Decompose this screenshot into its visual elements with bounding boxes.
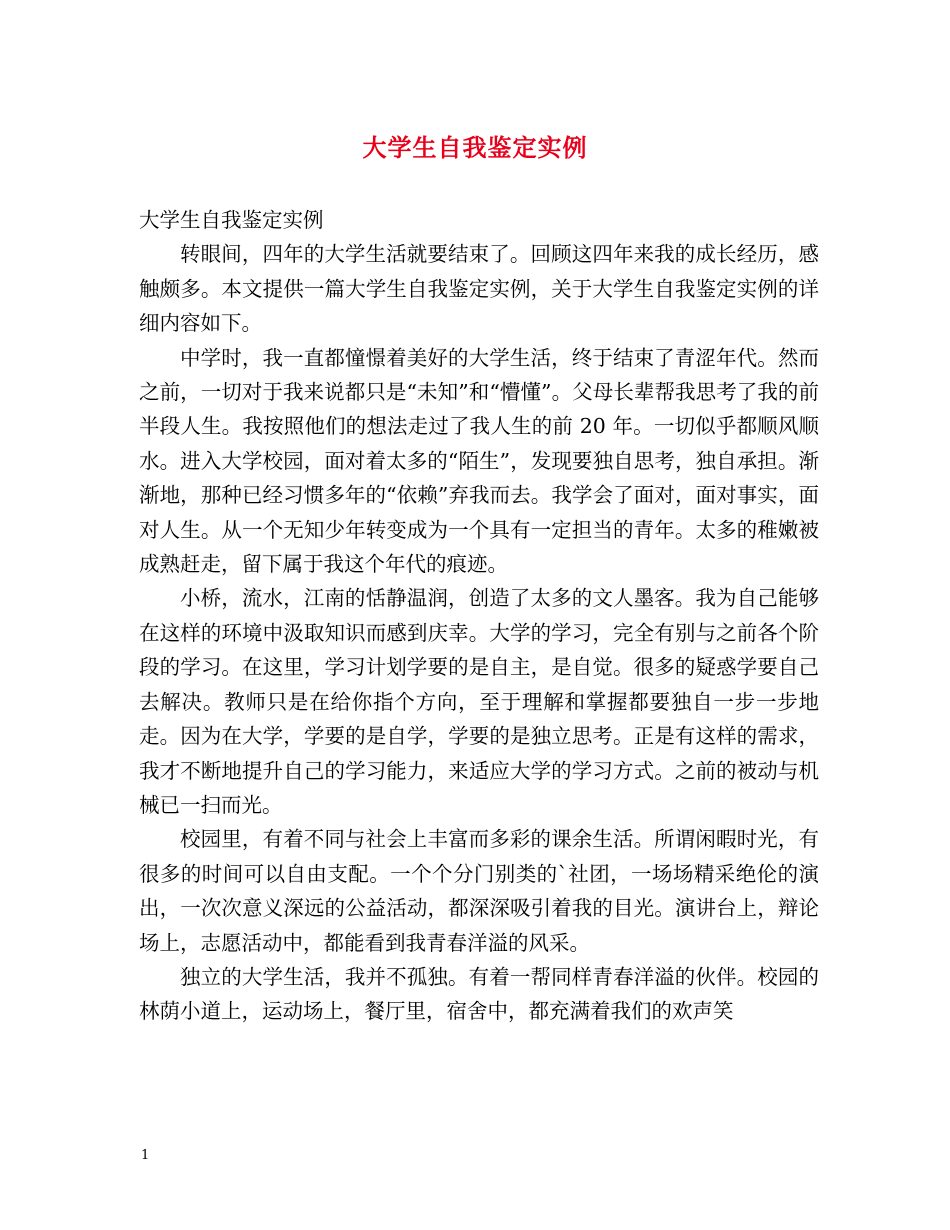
paragraph-3: 小桥，流水，江南的恬静温润，创造了太多的文人墨客。我为自己能够在这样的环境中汲取知识而感到庆幸。大学的学习，完全有别与之前各个阶段的学习。在这里，学习计划学要的是自主，是自觉。很多的疑惑学要自己去解决。教师只是在给你指个方向，至于理解和掌握都要独自一步一步地走。因为在大学，学要的是自学，学要的是独立思考。正是有这样的需求，我才不断地提升自己的学习能力，来适应大学的学习方式。之前的被动与机械已一扫而光。 [139,586,819,817]
paragraph-2: 中学时，我一直都憧憬着美好的大学生活，终于结束了青涩年代。然而之前，一切对于我来说都只是“未知”和“懵懂”。父母长辈帮我思考了我的前半段人生。我按照他们的想法走过了我人生的前 20 年。一切似乎都顺风顺水。进入大学校园，面对着太多的“陌生”，发现要独自思考，独自承担。渐渐地，那种已经习惯多年的“依赖”弃我而去。我学会了面对，面对事实，面对人生。从一个无知少年转变成为一个具有一定担当的青年。太多的稚嫩被成熟赶走，留下属于我这个年代的痕迹。 [139,345,819,577]
document-title: 大学生自我鉴定实例 [362,133,588,162]
paragraph-1: 转眼间，四年的大学生活就要结束了。回顾这四年来我的成长经历，感触颇多。本文提供一篇大学生自我鉴定实例，关于大学生自我鉴定实例的详细内容如下。 [139,242,819,336]
document-subtitle: 大学生自我鉴定实例 [139,208,324,232]
page-number: 1 [141,1148,150,1163]
document-body [139,203,819,1029]
paragraph-4: 校园里，有着不同与社会上丰富而多彩的课余生活。所谓闲暇时光，有很多的时间可以自由支配。一个个分门别类的`社团，一场场精采绝伦的演出，一次次意义深远的公益活动，都深深吸引着我的目光。演讲台上，辩论场上，志愿活动中，都能看到我青春洋溢的风采。 [139,827,819,955]
paragraph-5: 独立的大学生活，我并不孤独。有着一帮同样青春洋溢的伙伴。校园的林荫小道上，运动场上，餐厅里，宿舍中，都充满着我们的欢声笑 [139,964,819,1024]
